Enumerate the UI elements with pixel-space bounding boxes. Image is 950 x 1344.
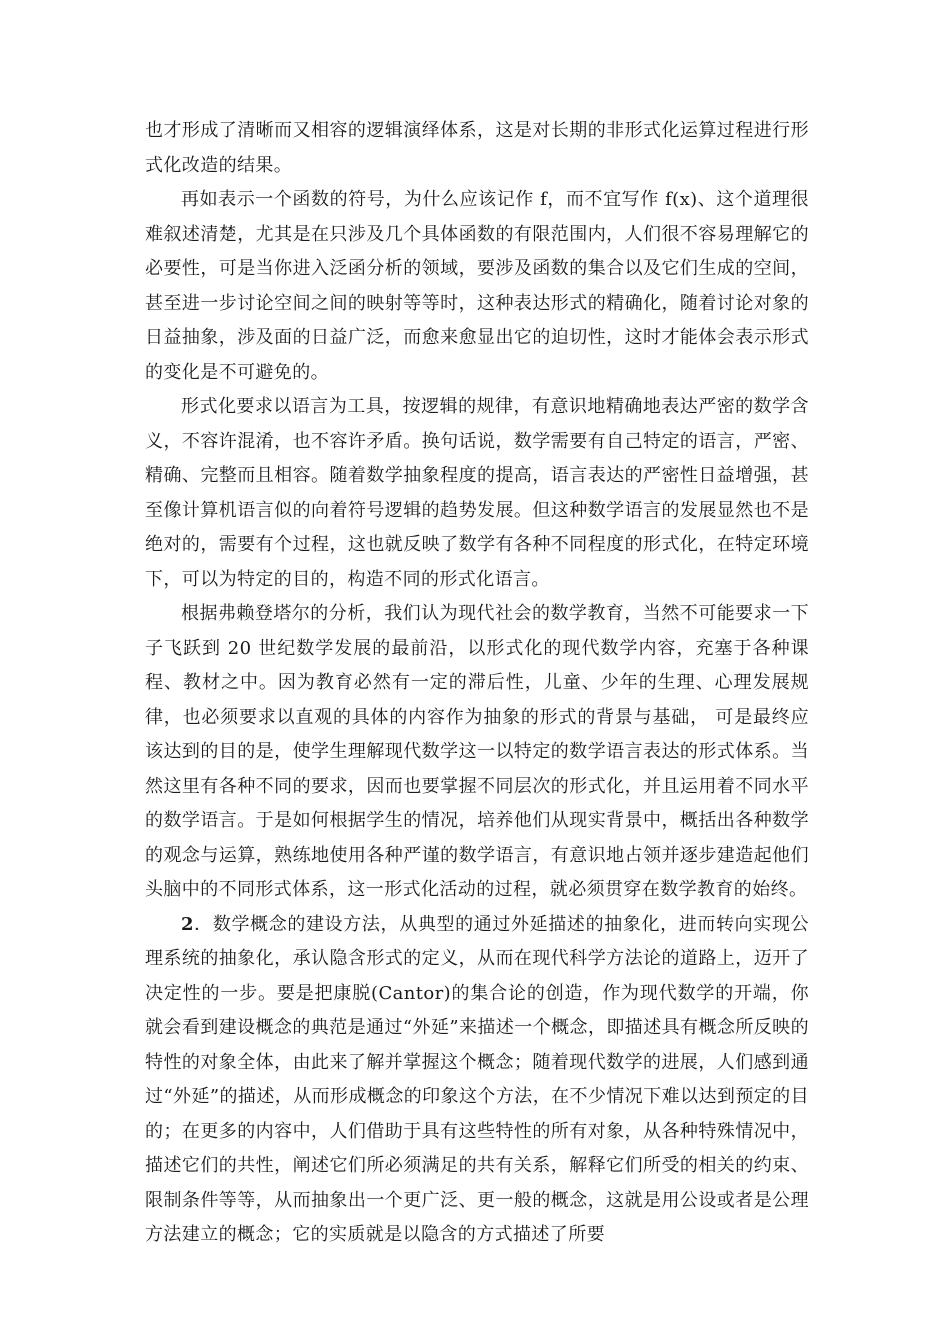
paragraph-function-notation: 再如表示一个函数的符号，为什么应该记作 f，而不宜写作 f(x)、这个道理很难叙述清楚，尤其是在只涉及几个具体函数的有限范围内，人们很不容易理解它的必要性，可是当你进入泛函分析的领域，要涉及函数的集合以及它们生成的空间，甚至进一步讨论空间之间的映射等等时，这种表达形式的精确化，随着讨论对象的日益抽象，涉及面的日益广泛，而愈来愈显出它的迫切性，这时才能体会表示形式的变化是不可避免的。 [145, 189, 809, 383]
paragraph-continuation: 也才形成了清晰而又相容的逻辑演绎体系，这是对长期的非形式化运算过程进行形式化改造的结果。 [145, 120, 809, 176]
paragraph-math-education: 根据弗赖登塔尔的分析，我们认为现代社会的数学教育，当然不可能要求一下子飞跃到 20 世纪数学发展的最前沿，以形式化的现代数学内容，充塞于各种课程、教材之中。因为教育必然有一定的滞后性，儿童、少年的生理、心理发展规律，也必须要求以直观的具体的内容作为抽象的形式的背景与基础， 可是最终应该达到的目的是，使学生理解现代数学这一以特定的数学语言表达的形式体系。当然这里有各种不同的要求，因而也要掌握不同层次的形式化，并且运用着不同水平的数学语言。于是如何根据学生的情况，培养他们从现实背景中，概括出各种数学的观念与运算，熟练地使用各种严谨的数学语言，有意识地占领并逐步建造起他们头脑中的不同形式体系，这一形式化活动的过程，就必须贯穿在数学教育的始终。 [145, 603, 809, 900]
paragraph-concept-text: ．数学概念的建设方法，从典型的通过外延描述的抽象化，进而转向实现公理系统的抽象化，承认隐含形式的定义，从而在现代科学方法论的道路上，迈开了决定性的一步。要是把康脱(Cantor)的集合论的创造，作为现代数学的开端，你就会看到建设概念的典范是通过“外延”来描述一个概念，即描述具有概念所反映的特性的对象全体，由此来了解并掌握这个概念；随着现代数学的进展，人们感到通过“外延”的描述，从而形成概念的印象这个方法，在不少情况下难以达到预定的目的；在更多的内容中，人们借助于具有这些特性的所有对象，从各种特殊情况中，描述它们的共性，阐述它们所必须满足的共有关系，解释它们所受的相关的约束、限制条件等等，从而抽象出一个更广泛、更一般的概念，这就是用公设或者是公理方法建立的概念；它的实质就是以隐含的方式描述了所要 [145, 913, 809, 1245]
paragraph-concept-construction [145, 908, 809, 1253]
paragraph-formal-language: 形式化要求以语言为工具，按逻辑的规律，有意识地精确地表达严密的数学含义，不容许混淆，也不容许矛盾。换句话说，数学需要有自己特定的语言，严密、精确、完整而且相容。随着数学抽象程度的提高，语言表达的严密性日益增强，甚至像计算机语言似的向着符号逻辑的趋势发展。但这种数学语言的发展显然也不是绝对的，需要有个过程，这也就反映了数学有各种不同程度的形式化，在特定环境下，可以为特定的目的，构造不同的形式化语言。 [145, 396, 809, 590]
body-text [145, 114, 809, 1253]
section-number: 2 [181, 913, 194, 935]
